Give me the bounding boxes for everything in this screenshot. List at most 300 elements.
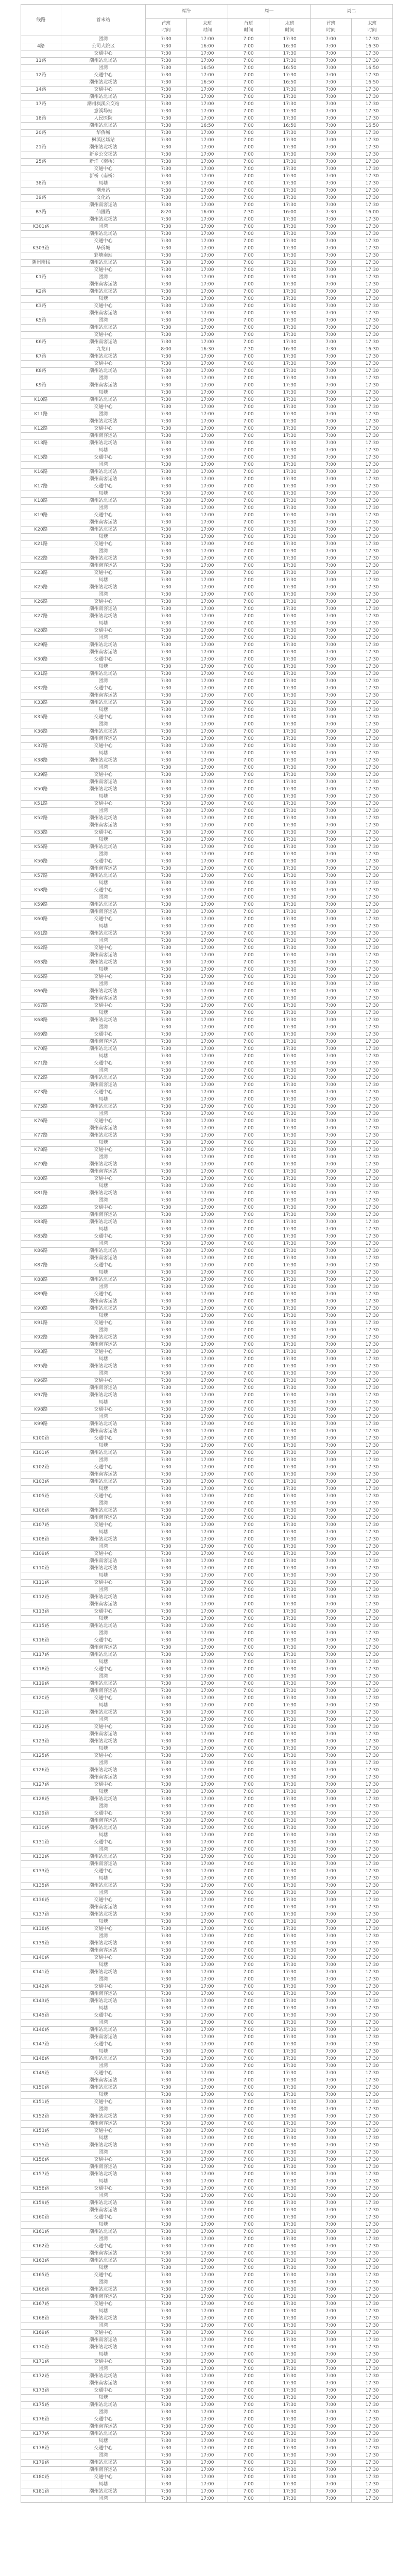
last-bus-time-cell: 17:30 <box>269 375 311 382</box>
table-row <box>21 433 393 440</box>
stop-cell: 凤塘 <box>61 664 146 671</box>
last-bus-time-cell: 17:00 <box>187 1082 228 1089</box>
last-bus-time-cell: 17:30 <box>269 1147 311 1154</box>
stop-cell: 凤塘 <box>61 1140 146 1147</box>
last-bus-time-cell: 17:30 <box>352 2452 393 2460</box>
first-bus-time-cell: 7:30 <box>146 1298 187 1306</box>
table-row <box>21 173 393 180</box>
first-bus-time-cell: 7:00 <box>311 1082 352 1089</box>
route-cell <box>21 1529 61 1536</box>
route-cell <box>21 894 61 902</box>
last-bus-time-cell: 17:30 <box>352 274 393 281</box>
stop-cell: 潮州站北场站 <box>61 79 146 87</box>
route-cell <box>21 822 61 829</box>
last-bus-time-cell: 17:30 <box>269 974 311 981</box>
route-cell <box>21 50 61 58</box>
first-bus-time-cell: 7:00 <box>228 1443 269 1450</box>
table-row <box>21 772 393 779</box>
first-bus-time-cell: 7:00 <box>311 490 352 498</box>
last-bus-time-cell: 17:00 <box>187 1955 228 1962</box>
first-bus-time-cell: 7:30 <box>146 2395 187 2402</box>
first-bus-time-cell: 7:00 <box>311 361 352 368</box>
first-bus-time-cell: 7:00 <box>311 2193 352 2200</box>
first-bus-time-cell: 7:00 <box>228 2265 269 2272</box>
last-bus-time-cell: 17:30 <box>269 2445 311 2452</box>
last-bus-time-cell: 17:30 <box>352 1298 393 1306</box>
first-bus-time-cell: 7:00 <box>228 1616 269 1623</box>
last-bus-time-cell: 17:00 <box>187 606 228 613</box>
route-cell <box>21 1659 61 1666</box>
last-bus-time-cell: 17:30 <box>352 570 393 577</box>
last-bus-time-cell: 17:30 <box>352 375 393 382</box>
first-bus-time-cell: 7:00 <box>228 2077 269 2084</box>
first-bus-time-cell: 7:30 <box>146 1031 187 1039</box>
route-cell: K89路 <box>21 1291 61 1298</box>
last-bus-time-cell: 17:30 <box>269 2294 311 2301</box>
last-bus-time-cell: 17:30 <box>269 887 311 894</box>
first-bus-time-cell: 7:00 <box>228 1406 269 1414</box>
first-bus-time-cell: 7:00 <box>311 1760 352 1767</box>
last-bus-time-cell: 17:30 <box>269 2395 311 2402</box>
last-bus-time-cell: 17:00 <box>187 779 228 786</box>
table-row <box>21 1219 393 1226</box>
table-row <box>21 728 393 736</box>
last-bus-time-cell: 17:30 <box>352 822 393 829</box>
first-bus-time-cell: 7:00 <box>228 1933 269 1940</box>
first-bus-time-cell: 7:00 <box>311 1363 352 1370</box>
first-bus-time-cell: 7:00 <box>311 1695 352 1702</box>
first-bus-time-cell: 7:30 <box>146 216 187 224</box>
first-bus-time-cell: 7:00 <box>311 974 352 981</box>
last-bus-time-cell: 17:30 <box>352 2351 393 2359</box>
first-bus-time-cell: 7:00 <box>311 1854 352 1861</box>
first-bus-time-cell: 7:00 <box>228 173 269 180</box>
last-bus-time-cell: 17:30 <box>269 1241 311 1248</box>
period-header-tuesday: 周二 <box>311 5 393 19</box>
table-row <box>21 1947 393 1955</box>
last-bus-time-cell: 17:30 <box>352 2236 393 2243</box>
table-row <box>21 1269 393 1277</box>
last-bus-time-cell: 17:30 <box>352 1125 393 1132</box>
table-row <box>21 894 393 902</box>
route-cell <box>21 1976 61 1984</box>
last-bus-time-cell: 17:30 <box>269 1652 311 1659</box>
table-row <box>21 1284 393 1291</box>
table-row <box>21 1616 393 1623</box>
last-bus-time-cell: 17:30 <box>352 1248 393 1255</box>
table-row <box>21 2286 393 2294</box>
stop-cell: 潮州站北场站 <box>61 216 146 224</box>
last-bus-time-cell: 17:30 <box>352 1132 393 1140</box>
table-row <box>21 902 393 909</box>
first-bus-time-cell: 7:00 <box>311 1399 352 1406</box>
last-bus-time-cell: 17:30 <box>269 2149 311 2157</box>
stop-cell: 团湾 <box>61 2323 146 2330</box>
last-bus-time-cell: 17:00 <box>187 1435 228 1443</box>
first-bus-time-cell: 7:00 <box>228 1356 269 1363</box>
last-bus-time-cell: 17:00 <box>187 2020 228 2027</box>
stop-cell: 交通中心 <box>61 267 146 274</box>
last-bus-time-cell: 17:30 <box>352 923 393 930</box>
route-cell: 12路 <box>21 72 61 79</box>
last-bus-time-cell: 17:30 <box>352 1695 393 1702</box>
table-row <box>21 1313 393 1320</box>
first-bus-time-cell: 7:30 <box>146 527 187 534</box>
first-bus-time-cell: 7:30 <box>146 700 187 707</box>
route-cell <box>21 2308 61 2315</box>
first-bus-time-cell: 7:00 <box>228 1450 269 1457</box>
stop-cell: 凤塘 <box>61 490 146 498</box>
last-bus-time-cell: 17:30 <box>352 2084 393 2092</box>
last-bus-time-cell: 17:30 <box>352 498 393 505</box>
first-bus-time-cell: 7:00 <box>311 909 352 916</box>
first-bus-header: 首班 时间 <box>228 19 269 36</box>
first-bus-time-cell: 7:00 <box>311 534 352 541</box>
route-cell <box>21 952 61 959</box>
table-row <box>21 440 393 447</box>
route-cell: K103路 <box>21 1479 61 1486</box>
last-bus-time-cell: 17:30 <box>269 2027 311 2034</box>
route-cell <box>21 1947 61 1955</box>
last-bus-time-cell: 17:00 <box>187 1731 228 1738</box>
first-bus-time-cell: 7:00 <box>311 2416 352 2424</box>
route-cell <box>21 1024 61 1031</box>
stop-cell: 团湾 <box>61 1111 146 1118</box>
first-bus-time-cell: 7:00 <box>311 1594 352 1601</box>
stop-cell: 团湾 <box>61 1284 146 1291</box>
last-bus-time-cell: 17:00 <box>187 909 228 916</box>
first-bus-time-cell: 7:00 <box>228 866 269 873</box>
last-bus-time-cell: 17:30 <box>269 1529 311 1536</box>
route-cell: K61路 <box>21 930 61 938</box>
first-bus-time-cell: 7:00 <box>228 1132 269 1140</box>
first-bus-time-cell: 7:00 <box>228 930 269 938</box>
last-bus-time-cell: 17:30 <box>269 959 311 967</box>
last-bus-time-cell: 17:00 <box>187 2387 228 2395</box>
first-bus-time-cell: 7:30 <box>146 1796 187 1803</box>
first-bus-time-cell: 7:00 <box>228 166 269 173</box>
last-bus-time-cell: 17:00 <box>187 2445 228 2452</box>
last-bus-time-cell: 17:30 <box>352 94 393 101</box>
stop-cell: 华侨城 <box>61 130 146 137</box>
last-bus-time-cell: 17:30 <box>269 2012 311 2020</box>
last-bus-time-cell: 17:30 <box>269 1709 311 1717</box>
last-bus-time-cell: 17:30 <box>352 664 393 671</box>
table-row <box>21 1875 393 1883</box>
first-bus-time-cell: 7:30 <box>146 1594 187 1601</box>
stop-cell: 潮州南客运站 <box>61 1904 146 1911</box>
route-cell: K83路 <box>21 1219 61 1226</box>
last-bus-time-cell: 16:30 <box>269 43 311 50</box>
table-row <box>21 613 393 620</box>
first-bus-time-cell: 7:00 <box>311 317 352 325</box>
table-row <box>21 368 393 375</box>
route-cell: K102路 <box>21 1464 61 1471</box>
table-row <box>21 959 393 967</box>
last-bus-time-cell: 17:30 <box>269 1984 311 1991</box>
stop-cell: 团湾 <box>61 1327 146 1334</box>
last-bus-time-cell: 17:30 <box>352 2048 393 2056</box>
first-bus-time-cell: 7:00 <box>311 2041 352 2048</box>
last-bus-time-cell: 17:00 <box>187 1681 228 1688</box>
first-bus-time-cell: 7:00 <box>311 1262 352 1269</box>
last-bus-time-cell: 17:00 <box>187 1738 228 1745</box>
last-bus-time-cell: 17:30 <box>269 2387 311 2395</box>
last-bus-time-cell: 17:00 <box>187 1291 228 1298</box>
last-bus-time-cell: 17:00 <box>187 1717 228 1724</box>
last-bus-time-cell: 17:30 <box>352 1616 393 1623</box>
last-bus-time-cell: 17:00 <box>187 656 228 664</box>
last-bus-time-cell: 17:00 <box>187 483 228 490</box>
first-bus-time-cell: 7:30 <box>146 1637 187 1645</box>
last-bus-time-cell: 17:30 <box>269 2330 311 2337</box>
stop-cell: 凤塘 <box>61 1962 146 1969</box>
first-bus-time-cell: 7:00 <box>311 1861 352 1868</box>
first-bus-time-cell: 7:00 <box>228 238 269 245</box>
table-row <box>21 2084 393 2092</box>
first-bus-time-cell: 7:00 <box>311 1825 352 1832</box>
stop-cell: 交通中心 <box>61 2214 146 2222</box>
first-bus-time-cell: 7:00 <box>228 483 269 490</box>
table-row <box>21 1709 393 1717</box>
stop-cell: 潮州站北场站 <box>61 1507 146 1515</box>
stop-header: 首末站 <box>61 5 146 36</box>
table-row <box>21 1717 393 1724</box>
last-bus-time-cell: 17:30 <box>352 714 393 721</box>
first-bus-time-cell: 7:00 <box>228 1572 269 1580</box>
first-bus-time-cell: 7:00 <box>311 1868 352 1875</box>
first-bus-time-cell: 7:00 <box>228 2445 269 2452</box>
stop-cell: 团湾 <box>61 317 146 325</box>
last-bus-time-cell: 17:30 <box>269 382 311 389</box>
first-bus-time-cell: 7:00 <box>311 2142 352 2149</box>
first-bus-time-cell: 7:30 <box>146 2467 187 2474</box>
route-cell <box>21 2034 61 2041</box>
route-cell <box>21 909 61 916</box>
route-cell: K29路 <box>21 642 61 649</box>
last-bus-time-cell: 17:00 <box>187 2452 228 2460</box>
table-row <box>21 635 393 642</box>
first-bus-time-cell: 7:00 <box>311 1890 352 1897</box>
last-bus-time-cell: 17:00 <box>187 1075 228 1082</box>
route-cell <box>21 2092 61 2099</box>
last-bus-time-cell: 17:30 <box>269 1572 311 1580</box>
first-bus-time-cell: 7:00 <box>311 2373 352 2380</box>
first-bus-time-cell: 7:30 <box>146 1536 187 1544</box>
last-bus-time-cell: 17:30 <box>352 173 393 180</box>
stop-cell: 潮州站北场站 <box>61 1363 146 1370</box>
last-bus-time-cell: 17:30 <box>352 1262 393 1269</box>
route-cell <box>21 765 61 772</box>
first-bus-time-cell: 7:30 <box>146 1226 187 1233</box>
last-bus-time-cell: 17:30 <box>352 2229 393 2236</box>
first-bus-time-cell: 7:00 <box>228 1226 269 1233</box>
last-bus-time-cell: 17:30 <box>352 750 393 757</box>
last-bus-time-cell: 17:30 <box>269 613 311 620</box>
last-bus-time-cell: 17:30 <box>352 2185 393 2193</box>
last-bus-time-cell: 17:30 <box>352 2387 393 2395</box>
table-row <box>21 231 393 238</box>
route-cell <box>21 361 61 368</box>
table-row <box>21 765 393 772</box>
first-bus-time-cell: 7:00 <box>311 1565 352 1572</box>
first-bus-time-cell: 7:00 <box>228 563 269 570</box>
last-bus-time-cell: 17:00 <box>187 1414 228 1421</box>
route-cell: B3路 <box>21 209 61 216</box>
first-bus-time-cell: 7:30 <box>146 1067 187 1075</box>
last-bus-time-cell: 17:30 <box>269 1789 311 1796</box>
first-bus-time-cell: 7:00 <box>228 1320 269 1327</box>
table-row <box>21 375 393 382</box>
last-bus-time-cell: 17:00 <box>187 837 228 844</box>
last-bus-time-cell: 17:30 <box>352 483 393 490</box>
first-bus-time-cell: 7:00 <box>228 995 269 1003</box>
first-bus-time-cell: 7:30 <box>146 1861 187 1868</box>
stop-cell: 潮州南客运站 <box>61 476 146 483</box>
first-bus-time-cell: 7:30 <box>146 1443 187 1450</box>
stop-cell: 潮州南客运站 <box>61 281 146 289</box>
last-bus-time-cell: 17:30 <box>269 1536 311 1544</box>
last-bus-time-cell: 17:00 <box>187 1262 228 1269</box>
last-bus-time-cell: 17:00 <box>187 930 228 938</box>
first-bus-time-cell: 7:30 <box>146 1132 187 1140</box>
route-cell: K152路 <box>21 2113 61 2121</box>
last-bus-time-cell: 17:30 <box>352 1161 393 1168</box>
first-bus-time-cell: 7:00 <box>228 79 269 87</box>
table-row <box>21 1688 393 1695</box>
table-row <box>21 2243 393 2250</box>
last-bus-time-cell: 17:30 <box>352 1219 393 1226</box>
last-bus-time-cell: 17:00 <box>187 801 228 808</box>
first-bus-time-cell: 7:00 <box>228 1767 269 1774</box>
first-bus-time-cell: 7:30 <box>146 1897 187 1904</box>
first-bus-time-cell: 7:00 <box>311 808 352 815</box>
first-bus-time-cell: 7:00 <box>228 2488 269 2496</box>
first-bus-time-cell: 7:00 <box>311 188 352 195</box>
last-bus-time-cell: 17:30 <box>269 1313 311 1320</box>
last-bus-time-cell: 17:30 <box>269 1666 311 1673</box>
first-bus-time-cell: 7:00 <box>228 260 269 267</box>
last-bus-time-cell: 17:30 <box>352 1832 393 1839</box>
route-cell: K115路 <box>21 1623 61 1630</box>
first-bus-time-cell: 7:00 <box>228 2366 269 2373</box>
table-row <box>21 115 393 123</box>
first-bus-time-cell: 7:00 <box>311 2207 352 2214</box>
last-bus-time-cell: 17:30 <box>352 995 393 1003</box>
route-cell: K130路 <box>21 1825 61 1832</box>
table-row <box>21 1017 393 1024</box>
last-bus-time-cell: 17:30 <box>352 2027 393 2034</box>
first-bus-time-cell: 7:00 <box>311 238 352 245</box>
last-bus-time-cell: 17:30 <box>269 2207 311 2214</box>
first-bus-time-cell: 7:00 <box>311 700 352 707</box>
first-bus-time-cell: 7:00 <box>311 829 352 837</box>
first-bus-time-cell: 7:00 <box>311 1536 352 1544</box>
stop-cell: 交通中心 <box>61 1147 146 1154</box>
last-bus-time-cell: 17:00 <box>187 945 228 952</box>
first-bus-time-cell: 7:00 <box>311 1298 352 1306</box>
last-bus-time-cell: 17:30 <box>269 1421 311 1428</box>
last-bus-time-cell: 17:30 <box>352 801 393 808</box>
last-bus-time-cell: 17:30 <box>352 1796 393 1803</box>
stop-cell: 潮州站北场站 <box>61 1767 146 1774</box>
stop-cell: 凤塘 <box>61 967 146 974</box>
stop-cell: 潮州站北场站 <box>61 2373 146 2380</box>
table-row <box>21 1464 393 1471</box>
last-bus-time-cell: 17:30 <box>269 1774 311 1782</box>
last-bus-time-cell: 17:30 <box>352 1486 393 1493</box>
stop-cell: 交通中心 <box>61 541 146 548</box>
stop-cell: 潮州南客运站 <box>61 1342 146 1349</box>
first-bus-time-cell: 7:30 <box>146 1753 187 1760</box>
last-bus-time-cell: 17:30 <box>352 1904 393 1911</box>
last-bus-time-cell: 17:00 <box>187 765 228 772</box>
last-bus-time-cell: 17:30 <box>269 2229 311 2236</box>
first-bus-time-cell: 7:30 <box>146 454 187 462</box>
last-bus-time-cell: 17:00 <box>187 87 228 94</box>
last-bus-time-cell: 17:30 <box>352 1255 393 1262</box>
last-bus-time-cell: 17:30 <box>269 1183 311 1190</box>
table-row <box>21 2063 393 2070</box>
route-cell <box>21 2236 61 2243</box>
last-bus-time-cell: 17:30 <box>269 1803 311 1810</box>
route-cell <box>21 2438 61 2445</box>
first-bus-time-cell: 7:00 <box>228 909 269 916</box>
first-bus-time-cell: 7:00 <box>311 1370 352 1378</box>
last-bus-time-cell: 17:00 <box>187 512 228 519</box>
last-bus-time-cell: 17:00 <box>187 1176 228 1183</box>
first-bus-time-cell: 7:00 <box>311 281 352 289</box>
last-bus-time-cell: 17:30 <box>269 866 311 873</box>
last-bus-time-cell: 17:30 <box>269 462 311 469</box>
first-bus-time-cell: 7:30 <box>146 65 187 72</box>
first-bus-time-cell: 7:00 <box>311 1652 352 1659</box>
last-bus-time-cell: 17:30 <box>352 1176 393 1183</box>
route-cell: K13路 <box>21 440 61 447</box>
stop-cell: 团湾 <box>61 1457 146 1464</box>
first-bus-time-cell: 7:00 <box>311 923 352 930</box>
table-row <box>21 952 393 959</box>
last-bus-time-cell: 17:00 <box>187 1226 228 1233</box>
last-bus-time-cell: 17:30 <box>269 1760 311 1767</box>
stop-cell: 文化站 <box>61 195 146 202</box>
last-bus-time-cell: 17:30 <box>352 1457 393 1464</box>
first-bus-time-cell: 7:00 <box>228 1832 269 1839</box>
first-bus-time-cell: 7:30 <box>146 310 187 317</box>
table-row <box>21 1205 393 1212</box>
last-bus-time-cell: 17:30 <box>352 2128 393 2135</box>
first-bus-time-cell: 7:00 <box>228 2323 269 2330</box>
table-row <box>21 1897 393 1904</box>
route-cell: K87路 <box>21 1262 61 1269</box>
last-bus-time-cell: 17:30 <box>269 1414 311 1421</box>
last-bus-time-cell: 17:30 <box>352 2272 393 2279</box>
stop-cell: 彩塘南站 <box>61 252 146 260</box>
stop-cell: 交通中心 <box>61 72 146 79</box>
first-bus-time-cell: 7:30 <box>146 866 187 873</box>
stop-cell: 凤塘 <box>61 1745 146 1753</box>
table-row <box>21 1645 393 1652</box>
first-bus-time-cell: 7:00 <box>311 1450 352 1457</box>
table-row <box>21 2185 393 2193</box>
last-bus-header: 末班 时间 <box>352 19 393 36</box>
first-bus-time-cell: 7:30 <box>146 1176 187 1183</box>
table-row <box>21 2236 393 2243</box>
last-bus-time-cell: 17:30 <box>269 1919 311 1926</box>
first-bus-time-cell: 7:00 <box>311 94 352 101</box>
stop-cell: 意溪场站 <box>61 108 146 115</box>
table-row <box>21 1168 393 1176</box>
